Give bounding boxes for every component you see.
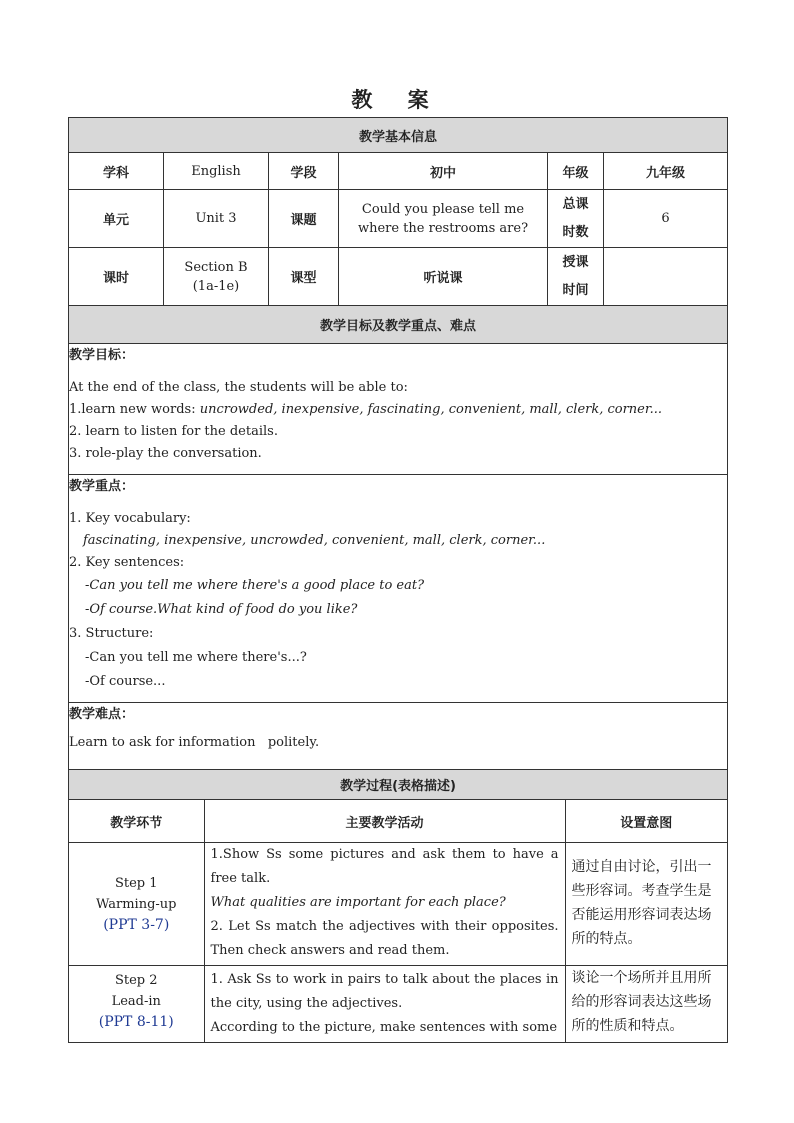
step-1-activity-2 <box>211 891 559 915</box>
period-value <box>164 248 269 306</box>
class-time-label <box>548 248 604 306</box>
step-2-activity <box>204 966 565 1042</box>
step-2-intent: 谈论一个场所并且用所给的形容词表达这些场所的性质和特点。 <box>571 970 712 1034</box>
step-1-activity <box>204 843 565 965</box>
difficulty-block <box>69 703 728 770</box>
total-hours-label <box>548 190 604 248</box>
lesson-plan-table <box>68 117 728 1043</box>
process-columns-table <box>69 800 727 842</box>
topic-value: Could you please tell me where the restrooms are? <box>339 190 548 248</box>
process-row-1 <box>69 843 728 966</box>
objective-3: 3. role-play the conversation. <box>69 446 262 461</box>
class-time-label-line1: 授课 <box>562 254 589 270</box>
step-2-number: Step 2 <box>114 973 158 988</box>
objectives-title: 教学目标： <box>69 348 135 363</box>
topic-label: 课题 <box>269 190 339 248</box>
total-hours-value: 6 <box>604 190 728 248</box>
process-header: 教学过程(表格描述) <box>69 770 728 800</box>
step-1-activity-3: 2. Let Ss match the adjectives with their opposites. Then check answers and read them. <box>210 919 559 958</box>
subject-value: English <box>164 153 269 190</box>
step-2-activity-2: According to the picture, make sentences with some <box>210 1020 558 1035</box>
col-intent: 设置意图 <box>620 815 673 831</box>
type-value: 听说课 <box>339 248 548 306</box>
key-vocab <box>69 530 727 552</box>
unit-value: Unit 3 <box>164 190 269 248</box>
period-label: 课时 <box>69 248 164 306</box>
key-sentences-label: 2. Key sentences: <box>69 555 185 570</box>
step-1-cell <box>69 843 204 965</box>
key-sentence-2 <box>69 598 727 622</box>
key-sentence-1-text: -Can you tell me where there's a good place to eat? <box>85 578 425 593</box>
basic-info-header: 教学基本信息 <box>69 118 728 153</box>
step-2-cell <box>69 966 204 1042</box>
unit-label: 单元 <box>69 190 164 248</box>
step-2-name: Lead-in <box>111 994 161 1009</box>
process-row-2 <box>69 966 728 1043</box>
difficulty-text: Learn to ask for information politely. <box>69 735 320 750</box>
step-1-name: Warming-up <box>96 897 177 912</box>
total-hours-label-line2: 时数 <box>562 224 589 240</box>
step-1-intent: 通过自由讨论，引出一些形容词。考查学生是否能运用形容词表达场所的特点。 <box>571 859 712 947</box>
subject-label: 学科 <box>69 153 164 190</box>
structure-2: -Of course... <box>85 674 166 689</box>
objective-1-prefix: 1.learn new words: <box>69 402 200 417</box>
grade-value: 九年级 <box>604 153 728 190</box>
objectives-intro: At the end of the class, the students will be able to: <box>69 380 408 395</box>
stage-label: 学段 <box>269 153 339 190</box>
goals-header: 教学目标及教学重点、难点 <box>69 306 728 344</box>
objective-1-words: uncrowded, inexpensive, fascinating, convenient, mall, clerk, corner... <box>199 402 663 417</box>
key-sentence-2-text: -Of course.What kind of food do you like? <box>85 602 358 617</box>
process-row-2-table <box>69 966 727 1042</box>
key-sentence-1 <box>69 574 727 598</box>
col-activity: 主要教学活动 <box>204 800 565 842</box>
key-vocab-words: fascinating, inexpensive, uncrowded, convenient, mall, clerk, corner... <box>83 533 546 548</box>
step-1-activity-1: 1.Show Ss some pictures and ask them to have a free talk. <box>210 847 559 886</box>
step-2-ppt: (PPT 8-11) <box>98 1014 174 1030</box>
class-time-label-line2: 时间 <box>562 282 589 298</box>
objective-2: 2. learn to listen for the details. <box>69 424 278 439</box>
structure-label: 3. Structure: <box>69 626 154 641</box>
difficulty-title: 教学难点： <box>69 707 135 722</box>
class-time-value <box>604 248 728 306</box>
process-columns-row <box>69 800 728 843</box>
process-row-1-table <box>69 843 727 965</box>
structure-1: -Can you tell me where there's...? <box>85 650 307 665</box>
objective-1 <box>69 399 727 421</box>
document-title: 教 案 <box>351 88 443 112</box>
step-2-activity-1: 1. Ask Ss to work in pairs to talk about the places in the city, using the adjectives. <box>210 972 559 1011</box>
grade-label: 年级 <box>548 153 604 190</box>
type-label: 课型 <box>269 248 339 306</box>
step-1-number: Step 1 <box>114 876 158 891</box>
period-value-line1: Section B <box>184 259 248 275</box>
step-1-ppt: (PPT 3-7) <box>103 917 170 933</box>
key-points-block <box>69 475 728 703</box>
step-1-activity-2-text: What qualities are important for each place? <box>210 895 506 910</box>
key-points-title: 教学重点： <box>69 479 135 494</box>
stage-value: 初中 <box>339 153 548 190</box>
objectives-block <box>69 344 728 475</box>
period-value-line2: (1a-1e) <box>192 278 240 294</box>
total-hours-label-line1: 总课 <box>562 196 589 212</box>
key-vocab-label: 1. Key vocabulary: <box>69 511 191 526</box>
col-stage: 教学环节 <box>69 800 204 842</box>
